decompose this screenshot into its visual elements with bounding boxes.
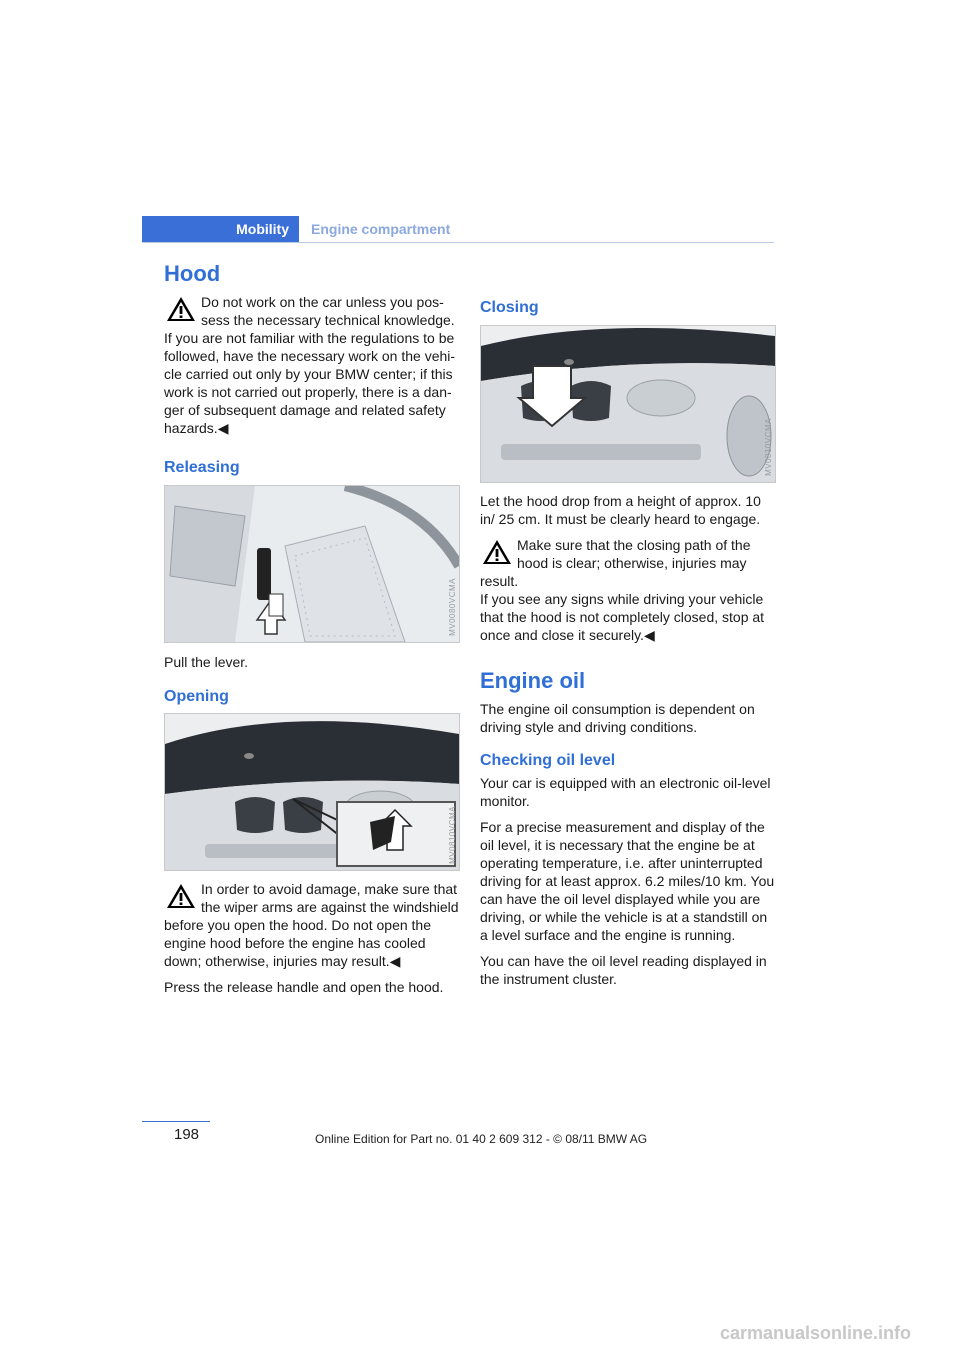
releasing-figure [164,485,460,643]
warning-hood-knowledge: Do not work on the car unless you pos- sess the necessary technical knowledge. If you are not familiar with the regulations to be followed, have the necessary work on the vehi-cle carried out only by your BMW center; if this work is not carried out properly, there is a dan-ger of subsequent damage and related safety hazards.◀ [164,294,456,436]
edition-footer: Online Edition for Part no. 01 40 2 609 312 - © 08/11 BMW AG [315,1132,648,1146]
engine-oil-heading: Engine oil [480,668,586,693]
warning-triangle-icon [482,539,512,565]
closing-heading: Closing [480,299,539,316]
page-number: 198 [174,1126,200,1143]
warning-triangle-icon [166,883,196,909]
checking-paragraph-1: Your car is equipped with an electronic oil-level monitor. [480,775,771,809]
opening-figure [164,713,460,871]
figure-code: MV0810VCMA [448,806,457,864]
warning-wiper-arms: In order to avoid damage, make sure that the wiper arms are against the windshield before you open the hood. Do not open the engine hood before the engine has cooled down; otherwise, injuries may result.◀ [164,881,459,969]
checking-paragraph-3: You can have the oil level reading displayed in the instrument cluster. [480,953,767,987]
figure-code: MV0810VCMA [764,418,773,476]
engine-oil-text: The engine oil consumption is dependent on driving style and driving conditions. [480,701,755,735]
closing-text: Let the hood drop from a height of approx. 10 in/ 25 cm. It must be clearly heard to engage. [480,493,761,527]
hood-release-lever-illustration [165,486,459,642]
warning-closing-path: Make sure that the closing path of the hood is clear; otherwise, injuries may result. If you see any signs while driving your vehicle that the hood is not completely closed, stop at once and close it securely.◀ [480,537,765,643]
hood-opening-illustration [165,714,459,870]
watermark: carmanualsonline.info [720,1323,912,1343]
checking-oil-level-heading: Checking oil level [480,752,616,769]
releasing-text: Pull the lever. [164,654,249,670]
closing-figure [480,325,776,483]
releasing-heading: Releasing [164,459,240,476]
figure-code: MV0080VCMA [448,578,457,636]
opening-heading: Opening [164,688,229,705]
hood-heading: Hood [164,261,221,286]
subsection-title: Engine compartment [311,221,451,237]
warning-triangle-icon [166,296,196,322]
running-header [142,216,774,243]
left-column [164,261,460,437]
section-tab: Mobility [142,216,299,242]
opening-text: Press the release handle and open the hood. [164,979,444,995]
hood-closing-illustration [481,326,775,482]
page-number-rule [142,1121,210,1122]
checking-paragraph-2: For a precise measurement and display of the oil level, it is necessary that the engine be at operating temperature, i.e. after uninterrupted driving for at least approx. 6.2 miles/10 km. You can have the oil level displayed while you are driving, or while the vehicle is at a standstill on a level surface and the engine is running. [480,819,775,943]
